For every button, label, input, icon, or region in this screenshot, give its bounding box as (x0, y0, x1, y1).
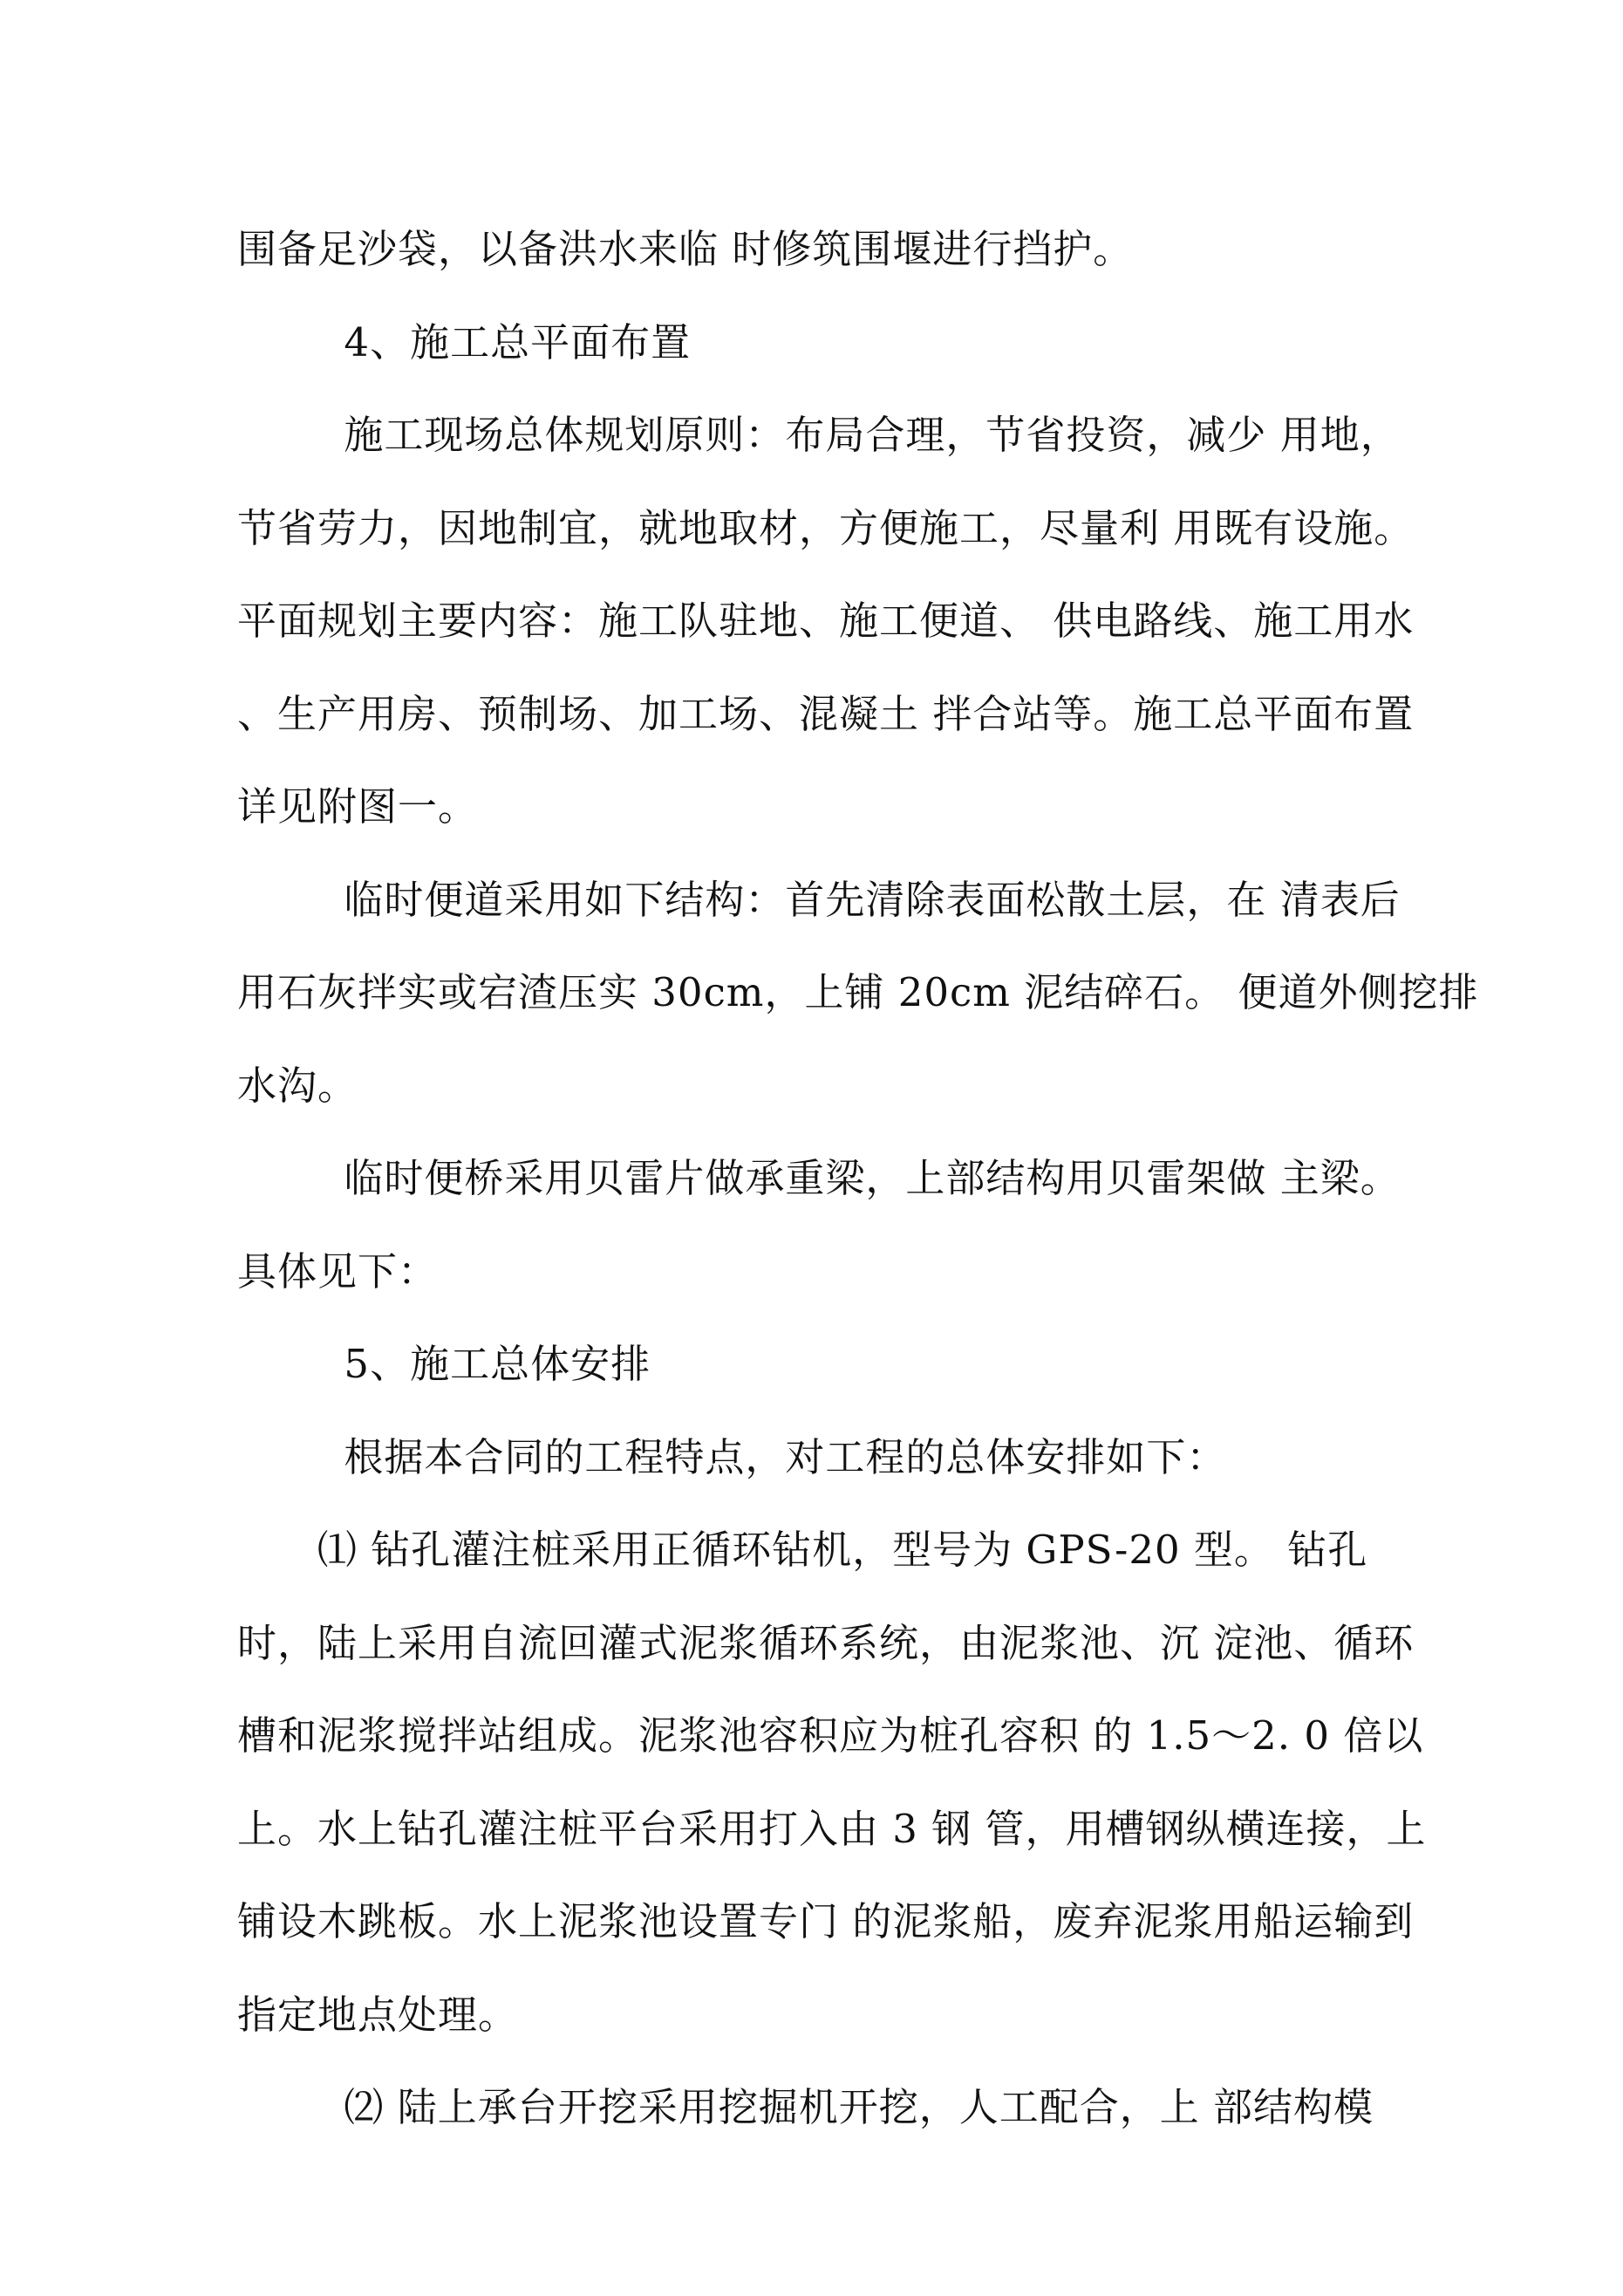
section-heading: 4、施工总平面布置 (237, 319, 692, 366)
text-line: 、生产用房、预制场、加工场、混凝土 拌合站等。施工总平面布置 (237, 691, 1415, 737)
text-line: 施工现场总体规划原则：布局合理，节省投资，减少 用地， (237, 412, 1401, 458)
text-line: 上。水上钻孔灌注桩平台采用打入由 3 钢 管，用槽钢纵横连接，上 (237, 1806, 1427, 1852)
text-line: ⑴ 钻孔灌注桩采用正循环钻机，型号为 GPS-20 型。 钻孔 (237, 1527, 1368, 1573)
text-line: 临时便道采用如下结构：首先清除表面松散土层，在 清表后 (237, 877, 1401, 923)
section-heading: 5、施工总体安排 (237, 1341, 651, 1387)
text-line: 根据本合同的工程特点，对工程的总体安排如下： (237, 1434, 1227, 1480)
text-line: 围备足沙袋，以备洪水来临 时修筑围堰进行挡护。 (237, 226, 1134, 272)
text-line: 节省劳力，因地制宜，就地取材，方便施工，尽量利 用既有设施。 (237, 505, 1415, 551)
text-line: 用石灰拌实或宕渣压实 30cm，上铺 20cm 泥结碎石。 便道外侧挖排 (237, 969, 1479, 1015)
text-line: 平面规划主要内容：施工队驻地、施工便道、 供电路线、施工用水 (237, 598, 1415, 644)
text-line: 铺设木跳板。水上泥浆池设置专门 的泥浆船，废弃泥浆用船运输到 (237, 1898, 1415, 1944)
text-line: 水沟。 (237, 1063, 358, 1109)
text-line: 槽和泥浆搅拌站组成。泥浆池容积应为桩孔容积 的 1.5〜2. 0 倍以 (237, 1712, 1424, 1759)
text-line: 指定地点处理。 (237, 1992, 519, 2038)
text-line: 详见附图一。 (237, 783, 479, 830)
text-line: 具体见下： (237, 1248, 439, 1295)
text-line: 时，陆上采用自流回灌式泥浆循环系统，由泥浆池、沉 淀池、循环 (237, 1620, 1415, 1666)
text-line: ⑵ 陆上承台开挖采用挖掘机开挖，人工配合，上 部结构模 (237, 2084, 1374, 2130)
text-line: 临时便桥采用贝雷片做承重梁，上部结构用贝雷架做 主梁。 (237, 1155, 1401, 1201)
